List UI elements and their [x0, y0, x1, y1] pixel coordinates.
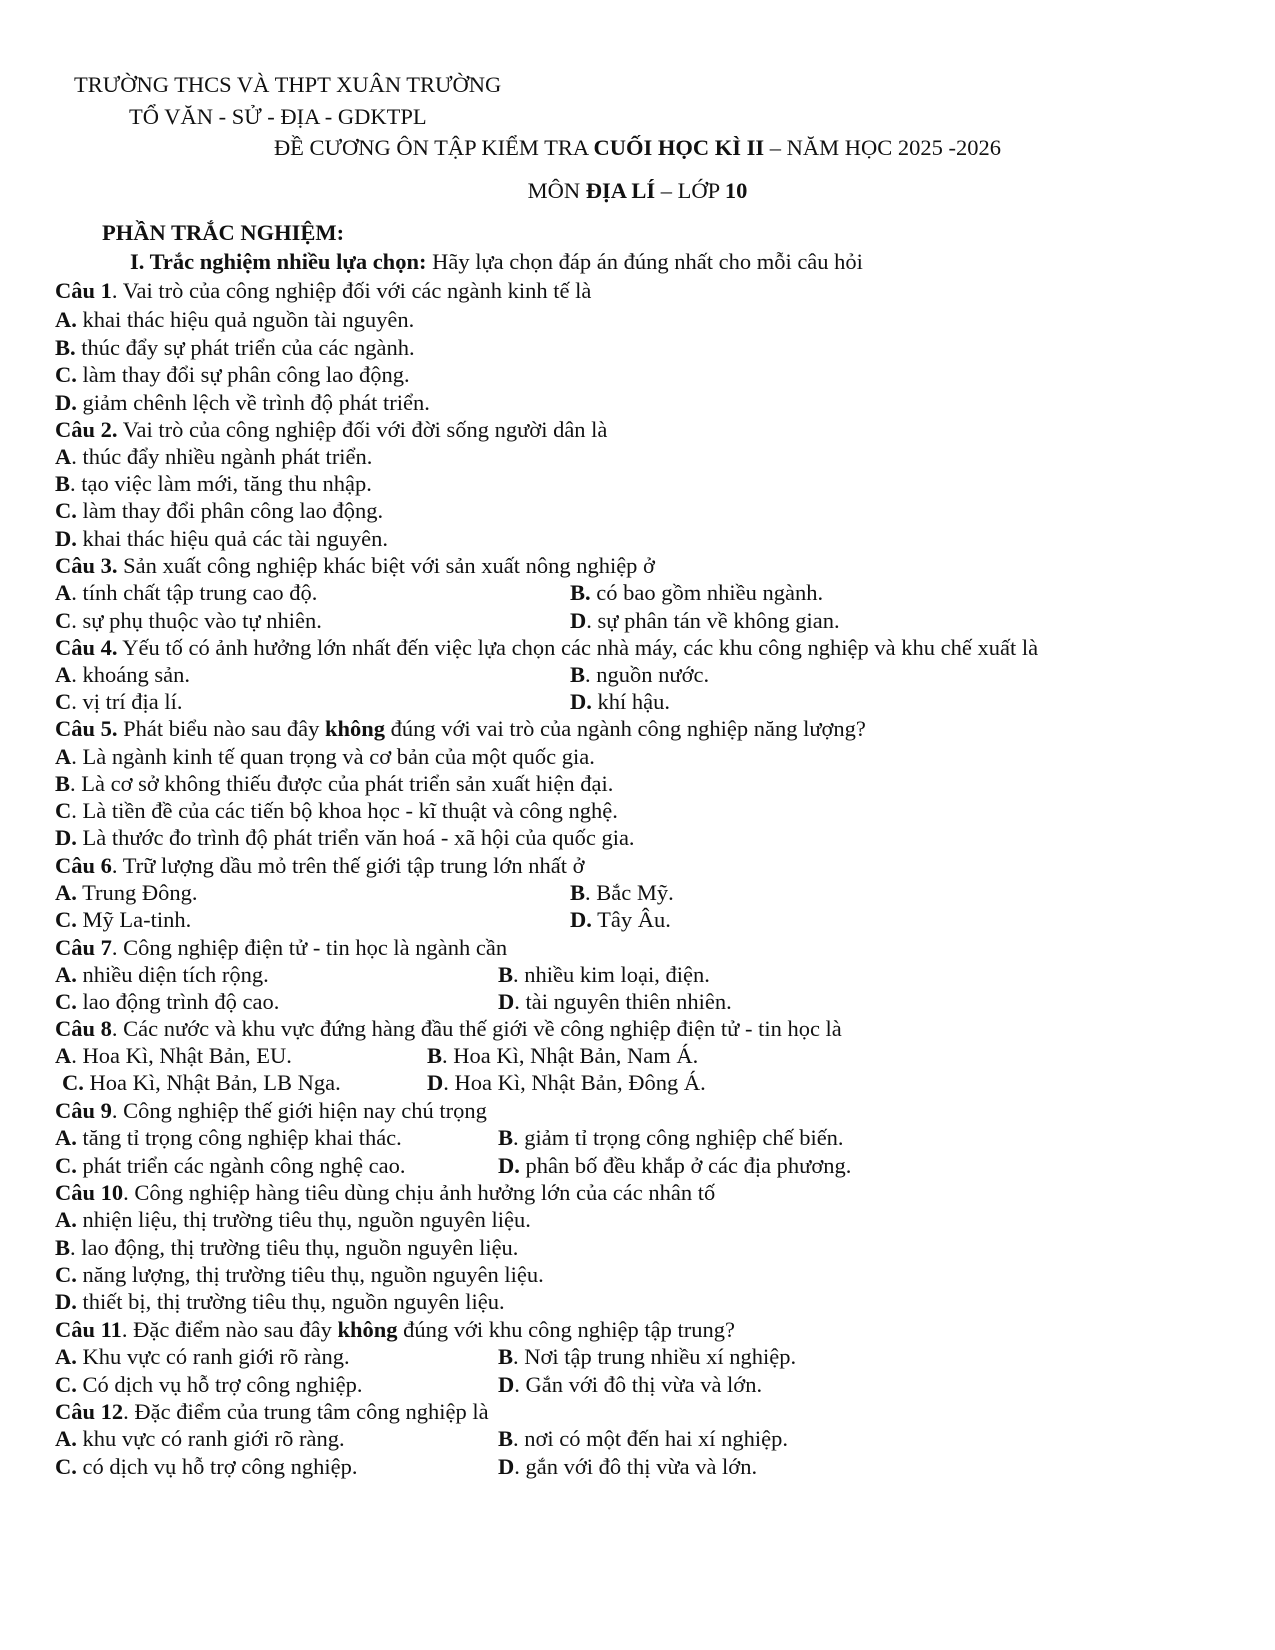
option-text: . nguồn nước. [585, 662, 710, 687]
option-10d [55, 1288, 505, 1316]
option-text: . gắn với đô thị vừa và lớn. [514, 1454, 758, 1479]
option-key: A. [55, 1125, 77, 1150]
option-key: D [570, 608, 587, 633]
option-key: A [55, 662, 72, 687]
subject-name: ĐỊA LÍ [585, 178, 656, 203]
department-name: TỔ VĂN - SỬ - ĐỊA - GDKTPL [129, 104, 427, 129]
question-emphasis: không [337, 1317, 398, 1342]
option-4d [570, 688, 670, 716]
option-text: . Là ngành kinh tế quan trọng và cơ bản của một quốc gia. [71, 744, 595, 769]
document-title [0, 134, 1275, 162]
option-text: . Gắn với đô thị vừa và lớn. [514, 1372, 763, 1397]
option-text: có bao gồm nhiều ngành. [590, 580, 824, 605]
option-7c [55, 988, 279, 1016]
option-1b [55, 334, 415, 362]
option-key: B [55, 1235, 71, 1260]
question-label: Câu 4. [55, 635, 118, 660]
option-key: B [498, 1125, 514, 1150]
option-text: . Là cơ sở không thiếu được của phát triển sản xuất hiện đại. [70, 771, 614, 796]
option-key: D. [55, 825, 77, 850]
option-12c [55, 1453, 357, 1481]
option-7a [55, 961, 269, 989]
option-key: D [498, 1372, 515, 1397]
question-text: . Vai trò của công nghiệp đối với các ngành kinh tế là [111, 278, 592, 303]
question-text: . Công nghiệp thế giới hiện nay chú trọng [111, 1098, 487, 1123]
option-key: D. [498, 1153, 520, 1178]
option-key: B [570, 880, 586, 905]
option-key: A. [55, 1344, 77, 1369]
option-key: B. [570, 580, 591, 605]
option-text: . nhiều kim loại, điện. [513, 962, 710, 987]
option-5d [55, 824, 635, 852]
option-text: . vị trí địa lí. [71, 689, 183, 714]
subject-grade: 10 [724, 178, 748, 203]
option-key: A. [55, 880, 77, 905]
option-text: . Hoa Kì, Nhật Bản, Nam Á. [442, 1043, 699, 1068]
title-term: CUỐI HỌC KÌ II [593, 135, 765, 160]
question-label: Câu 1 [55, 278, 112, 303]
option-9a [55, 1124, 402, 1152]
option-key: D [498, 1454, 515, 1479]
option-3a [55, 579, 317, 607]
option-key: A. [55, 962, 77, 987]
option-text: . thúc đẩy nhiều ngành phát triển. [71, 444, 373, 469]
option-1c [55, 361, 410, 389]
option-text: nhiện liệu, thị trường tiêu thụ, nguồn nguyên liệu. [76, 1207, 531, 1232]
option-key: D. [55, 526, 77, 551]
option-text: Hoa Kì, Nhật Bản, LB Nga. [83, 1070, 341, 1095]
question-5 [55, 715, 866, 743]
option-6a [55, 879, 198, 907]
option-key: B. [55, 335, 76, 360]
question-emphasis: không [324, 716, 386, 741]
option-key: D. [570, 689, 592, 714]
option-12d [498, 1453, 757, 1481]
option-9c [55, 1152, 406, 1180]
option-text: giảm chênh lệch về trình độ phát triển. [76, 390, 430, 415]
option-8b [427, 1042, 698, 1070]
option-text: . lao động, thị trường tiêu thụ, nguồn nguyên liệu. [70, 1235, 519, 1260]
option-key: A [55, 444, 72, 469]
option-key: C [55, 689, 72, 714]
question-label: Câu 8 [55, 1016, 112, 1041]
option-key: C. [55, 498, 77, 523]
part-instruction-text: Hãy lựa chọn đáp án đúng nhất cho mỗi câu hỏi [426, 249, 863, 274]
option-key: C. [55, 1372, 77, 1397]
question-label: Câu 5. [55, 716, 118, 741]
question-text: Sản xuất công nghiệp khác biệt với sản xuất nông nghiệp ở [117, 553, 655, 578]
option-9b [498, 1124, 844, 1152]
option-key: A [55, 1043, 72, 1068]
option-key: D [427, 1070, 444, 1095]
option-text: . tính chất tập trung cao độ. [71, 580, 318, 605]
option-key: C. [55, 989, 77, 1014]
option-5c [55, 797, 618, 825]
option-key: B [498, 962, 514, 987]
option-text: . Nơi tập trung nhiều xí nghiệp. [513, 1344, 797, 1369]
option-key: B [570, 662, 586, 687]
option-key: D. [55, 1289, 77, 1314]
option-text: Có dịch vụ hỗ trợ công nghiệp. [76, 1372, 363, 1397]
question-7 [55, 934, 507, 962]
option-text: phân bố đều khắp ở các địa phương. [519, 1153, 852, 1178]
option-1d [55, 389, 430, 417]
option-text: khai thác hiệu quả nguồn tài nguyên. [76, 307, 415, 332]
option-text: . nơi có một đến hai xí nghiệp. [513, 1426, 788, 1451]
option-text: làm thay đổi phân công lao động. [76, 498, 384, 523]
question-text: đúng với vai trò của ngành công nghiệp năng lượng? [385, 716, 866, 741]
section-heading: PHẦN TRẮC NGHIỆM: [102, 220, 345, 245]
option-text: khai thác hiệu quả các tài nguyên. [76, 526, 388, 551]
option-key: C. [62, 1070, 84, 1095]
option-text: . tài nguyên thiên nhiên. [514, 989, 732, 1014]
option-8c [62, 1069, 341, 1097]
title-year: – NĂM HỌC 2025 -2026 [764, 135, 1002, 160]
question-label: Câu 7 [55, 935, 112, 960]
option-11a [55, 1343, 350, 1371]
option-11c [55, 1371, 363, 1399]
option-text: Khu vực có ranh giới rõ ràng. [76, 1344, 350, 1369]
part-label: I. Trắc nghiệm nhiều lựa chọn: [130, 249, 427, 274]
option-10c [55, 1261, 544, 1289]
option-text: có dịch vụ hỗ trợ công nghiệp. [76, 1454, 358, 1479]
option-key: B [55, 471, 71, 496]
question-1 [55, 277, 591, 305]
question-3 [55, 552, 655, 580]
question-label: Câu 10 [55, 1180, 124, 1205]
option-key: A. [55, 307, 77, 332]
option-key: C. [55, 907, 77, 932]
option-3b [570, 579, 823, 607]
option-key: C [55, 798, 72, 823]
option-key: C [55, 608, 72, 633]
option-text: . Hoa Kì, Nhật Bản, Đông Á. [443, 1070, 706, 1095]
question-text: Phát biểu nào sau đây [117, 716, 325, 741]
option-key: C. [55, 1262, 77, 1287]
option-8d [427, 1069, 706, 1097]
option-1a [55, 306, 414, 334]
option-6c [55, 906, 191, 934]
option-text: . sự phụ thuộc vào tự nhiên. [71, 608, 322, 633]
question-text: . Công nghiệp hàng tiêu dùng chịu ảnh hưởng lớn của các nhân tố [123, 1180, 716, 1205]
question-label: Câu 12 [55, 1399, 124, 1424]
option-text: . sự phân tán về không gian. [586, 608, 840, 633]
option-key: D. [570, 907, 592, 932]
question-label: Câu 11 [55, 1317, 122, 1342]
option-key: A [55, 744, 72, 769]
school-name: TRƯỜNG THCS VÀ THPT XUÂN TRƯỜNG [74, 72, 502, 97]
question-text: . Công nghiệp điện tử - tin học là ngành cần [111, 935, 508, 960]
option-2d [55, 525, 388, 553]
question-10 [55, 1179, 715, 1207]
option-text: khí hậu. [591, 689, 670, 714]
option-key: A. [55, 1207, 77, 1232]
question-label: Câu 3. [55, 553, 118, 578]
option-text: thiết bị, thị trường tiêu thụ, nguồn nguyên liệu. [76, 1289, 505, 1314]
option-key: C. [55, 1153, 77, 1178]
option-text: lao động trình độ cao. [76, 989, 280, 1014]
option-4b [570, 661, 709, 689]
option-key: B [55, 771, 71, 796]
option-text: Trung Đông. [76, 880, 198, 905]
question-text: đúng với khu công nghiệp tập trung? [397, 1317, 735, 1342]
question-label: Câu 2. [55, 417, 118, 442]
question-12 [55, 1398, 489, 1426]
option-text: phát triển các ngành công nghệ cao. [76, 1153, 406, 1178]
option-key: B [498, 1426, 514, 1451]
option-key: A [55, 580, 72, 605]
option-2c [55, 497, 383, 525]
option-11b [498, 1343, 796, 1371]
option-text: tăng tỉ trọng công nghiệp khai thác. [76, 1125, 402, 1150]
option-2b [55, 470, 372, 498]
option-6b [570, 879, 674, 907]
option-text: . Hoa Kì, Nhật Bản, EU. [71, 1043, 292, 1068]
option-7b [498, 961, 710, 989]
option-10a [55, 1206, 531, 1234]
option-key: D. [55, 390, 77, 415]
option-7d [498, 988, 732, 1016]
question-text: . Trữ lượng dầu mỏ trên thế giới tập trung lớn nhất ở [111, 853, 585, 878]
question-6 [55, 852, 584, 880]
option-key: B [498, 1344, 514, 1369]
option-6d [570, 906, 671, 934]
option-9d [498, 1152, 851, 1180]
question-text: . Đặc điểm nào sau đây [121, 1317, 338, 1342]
option-12a [55, 1425, 345, 1453]
option-text: Tây Âu. [591, 907, 671, 932]
option-12b [498, 1425, 788, 1453]
option-text: năng lượng, thị trường tiêu thụ, nguồn nguyên liệu. [76, 1262, 544, 1287]
option-key: D [498, 989, 515, 1014]
option-text: . giảm tỉ trọng công nghiệp chế biến. [513, 1125, 844, 1150]
question-11 [55, 1316, 735, 1344]
option-2a [55, 443, 372, 471]
option-5a [55, 743, 595, 771]
question-text: Yếu tố có ảnh hưởng lớn nhất đến việc lựa chọn các nhà máy, các khu công nghiệp và khu chế xuất là [117, 635, 1039, 660]
question-2 [55, 416, 607, 444]
option-key: B [427, 1043, 443, 1068]
option-key: C. [55, 1454, 77, 1479]
subject-grade-label: – LỚP [655, 178, 725, 203]
option-text: Là thước đo trình độ phát triển văn hoá - xã hội của quốc gia. [76, 825, 635, 850]
question-label: Câu 9 [55, 1098, 112, 1123]
option-text: khu vực có ranh giới rõ ràng. [76, 1426, 345, 1451]
question-label: Câu 6 [55, 853, 112, 878]
option-text: . khoáng sản. [71, 662, 190, 687]
option-text: Mỹ La-tinh. [76, 907, 192, 932]
question-text: . Đặc điểm của trung tâm công nghiệp là [123, 1399, 489, 1424]
option-text: . Là tiền đề của các tiến bộ khoa học - kĩ thuật và công nghệ. [71, 798, 618, 823]
option-4c [55, 688, 183, 716]
option-text: . tạo việc làm mới, tăng thu nhập. [70, 471, 372, 496]
option-4a [55, 661, 190, 689]
option-text: thúc đẩy sự phát triển của các ngành. [75, 335, 415, 360]
option-key: C. [55, 362, 77, 387]
option-key: A. [55, 1426, 77, 1451]
option-3d [570, 607, 840, 635]
option-3c [55, 607, 322, 635]
option-text: nhiều diện tích rộng. [76, 962, 269, 987]
question-text: Vai trò của công nghiệp đối với đời sống người dân là [117, 417, 608, 442]
subject-line [0, 177, 1275, 205]
question-text: . Các nước và khu vực đứng hàng đầu thế giới về công nghiệp điện tử - tin học là [111, 1016, 842, 1041]
part-instruction [130, 248, 863, 276]
option-5b [55, 770, 613, 798]
option-text: . Bắc Mỹ. [585, 880, 674, 905]
question-8 [55, 1015, 842, 1043]
option-11d [498, 1371, 762, 1399]
question-4 [55, 634, 1038, 662]
option-8a [55, 1042, 292, 1070]
title-prefix: ĐỀ CƯƠNG ÔN TẬP KIỂM TRA [273, 135, 594, 160]
option-10b [55, 1234, 518, 1262]
question-9 [55, 1097, 487, 1125]
option-text: làm thay đổi sự phân công lao động. [76, 362, 410, 387]
subject-prefix: MÔN [527, 178, 586, 203]
